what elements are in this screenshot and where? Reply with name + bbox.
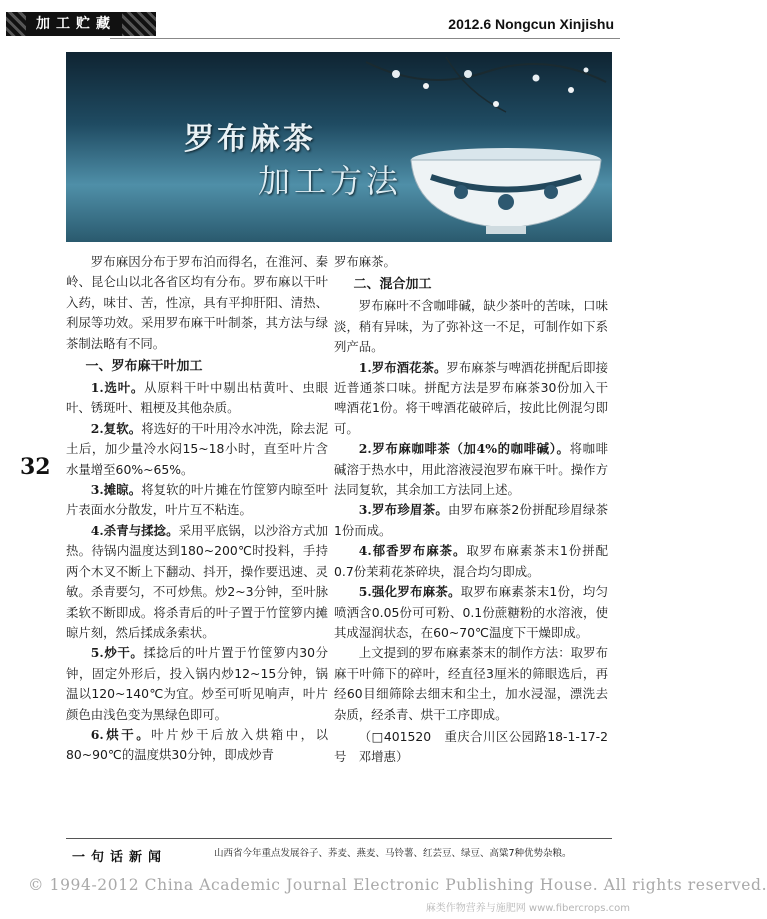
step-label: 6.烘干。	[90, 726, 152, 742]
step-label: 4.杀青与揉捻。	[90, 522, 179, 538]
product-label: 1.罗布酒花茶。	[358, 359, 447, 375]
step-text: 采用平底锅，以沙浴方式加热。待锅内温度达到180~200℃时投料，手持两个木叉不断上下翻动、抖开，操作要迅速、灵敏。杀青要匀，不可炒焦。炒2~3分钟，至叶脉柔软不断即成。将杀青后的叶子置于竹筐箩内摊晾片刻，然后揉成条索状。	[66, 522, 329, 640]
section1-heading: 一、罗布麻干叶加工	[85, 359, 203, 375]
product-text: 罗布麻茶与啤酒花拼配后即接近普通茶口味。拼配方法是罗布麻茶30份加入干啤酒花1份。将干啤酒花破碎后，按此比例混匀即可。	[334, 359, 609, 436]
banner-title-line2: 加工方法	[258, 162, 403, 200]
section2-intro: 罗布麻叶不含咖啡碱，缺少茶叶的苦味，口味淡，稍有异味，为了弥补这一不足，可制作如下系列产品。	[334, 298, 608, 355]
step-label: 5.炒干。	[90, 645, 144, 661]
author-address: （□401520 重庆合川区公园路18-1-17-2号 邓增惠）	[334, 728, 608, 765]
step-text: 揉捻后的叶片置于竹筐箩内30分钟，固定外形后，投入锅内炒12~15分钟，锅温以120~140℃为宜。炒至可听见响声，叶片颜色由浅色变为黑绿色即可。	[66, 645, 328, 722]
product-paragraph	[334, 439, 608, 500]
product-label: 4.郁香罗布麻茶。	[358, 543, 467, 559]
product-label: 2.罗布麻咖啡茶（加4%的咖啡碱）。	[358, 441, 570, 457]
site-watermark: 麻类作物营养与施肥网 www.fibercrops.com	[425, 903, 630, 914]
product-label: 3.罗布珍眉茶。	[358, 502, 449, 518]
copyright-notice: © 1994-2012 China Academic Journal Electronic Publishing House. All rights reserved.	[28, 876, 767, 894]
step-paragraph	[66, 480, 328, 521]
product-paragraph	[334, 582, 608, 643]
journal-issue: 2012.6 Nongcun Xinjishu	[448, 16, 614, 32]
step-text: 将复软的叶片摊在竹筐箩内晾至叶片表面水分散发，叶片互不粘连。	[66, 482, 329, 518]
page-number: 32	[20, 454, 51, 480]
banner-title-line1: 罗布麻茶	[184, 122, 316, 157]
step-label: 3.摊晾。	[90, 482, 142, 498]
article-column-left	[66, 252, 328, 766]
header-rule	[110, 38, 620, 39]
continued-text: 罗布麻茶。	[334, 254, 396, 269]
step-paragraph	[66, 725, 328, 766]
footer-rule	[66, 838, 612, 839]
step-text: 将选好的干叶用冷水冲洗，除去泥土后，加少量冷水闷15~18小时，直至叶片含水量增至60%~65%。	[66, 420, 329, 477]
intro-paragraph: 罗布麻因分布于罗布泊而得名，在淮河、秦岭、昆仑山以北各省区均有分布。罗布麻以干叶入药，味甘、苦，性凉，具有平抑肝阳、清热、利尿等功效。采用罗布麻干叶制茶，其方法与绿茶制法略有不同。	[66, 254, 328, 351]
title-banner-image	[66, 52, 612, 242]
product-paragraph	[334, 541, 608, 582]
product-paragraph	[334, 500, 608, 541]
step-paragraph	[66, 378, 328, 419]
step-label: 2.复软。	[90, 420, 142, 436]
banner-decoration	[66, 52, 612, 242]
article-column-right	[334, 252, 608, 768]
closing-paragraph: 上文提到的罗布麻素茶末的制作方法：取罗布麻干叶筛下的碎叶，经直径3厘米的筛眼选后，再经60目细筛除去细末和尘土，加水浸湿，漂洗去杂质，经杀青、烘干工序即成。	[334, 645, 608, 722]
product-text: 由罗布麻茶2份拼配珍眉绿茶1份而成。	[334, 502, 608, 538]
step-text: 从原料干叶中剔出枯黄叶、虫眼叶、锈斑叶、粗梗及其他杂质。	[66, 380, 329, 416]
product-text: 取罗布麻素茶末1份拼配0.7份茉莉花茶碎块，混合均匀即成。	[334, 543, 609, 579]
step-paragraph	[66, 643, 328, 725]
product-text: 取罗布麻素茶末1份，均匀喷洒含0.05份可可粉、0.1份蔗糖粉的水溶液，使其成湿润状态，在60~70℃温度下干燥即成。	[334, 584, 608, 640]
step-paragraph	[66, 521, 328, 643]
page-header	[0, 0, 638, 46]
step-label: 1.选叶。	[90, 380, 145, 396]
news-column-title: 一句话新闻	[72, 850, 168, 865]
step-text: 叶片炒干后放入烘箱中，以80~90℃的温度烘30分钟，即成炒青	[66, 726, 329, 763]
product-label: 5.强化罗布麻茶。	[358, 584, 461, 600]
section-label: 加工贮藏	[26, 12, 122, 36]
product-paragraph	[334, 358, 608, 440]
step-paragraph	[66, 419, 328, 480]
product-text: 将咖啡碱溶于热水中，用此溶液浸泡罗布麻干叶。操作方法同复软，其余加工方法同上述。	[334, 441, 609, 498]
section2-heading: 二、混合加工	[353, 277, 432, 293]
news-text: 山西省今年重点发展谷子、荞麦、燕麦、马铃薯、红芸豆、绿豆、高粱7种优势杂粮。	[214, 848, 572, 859]
